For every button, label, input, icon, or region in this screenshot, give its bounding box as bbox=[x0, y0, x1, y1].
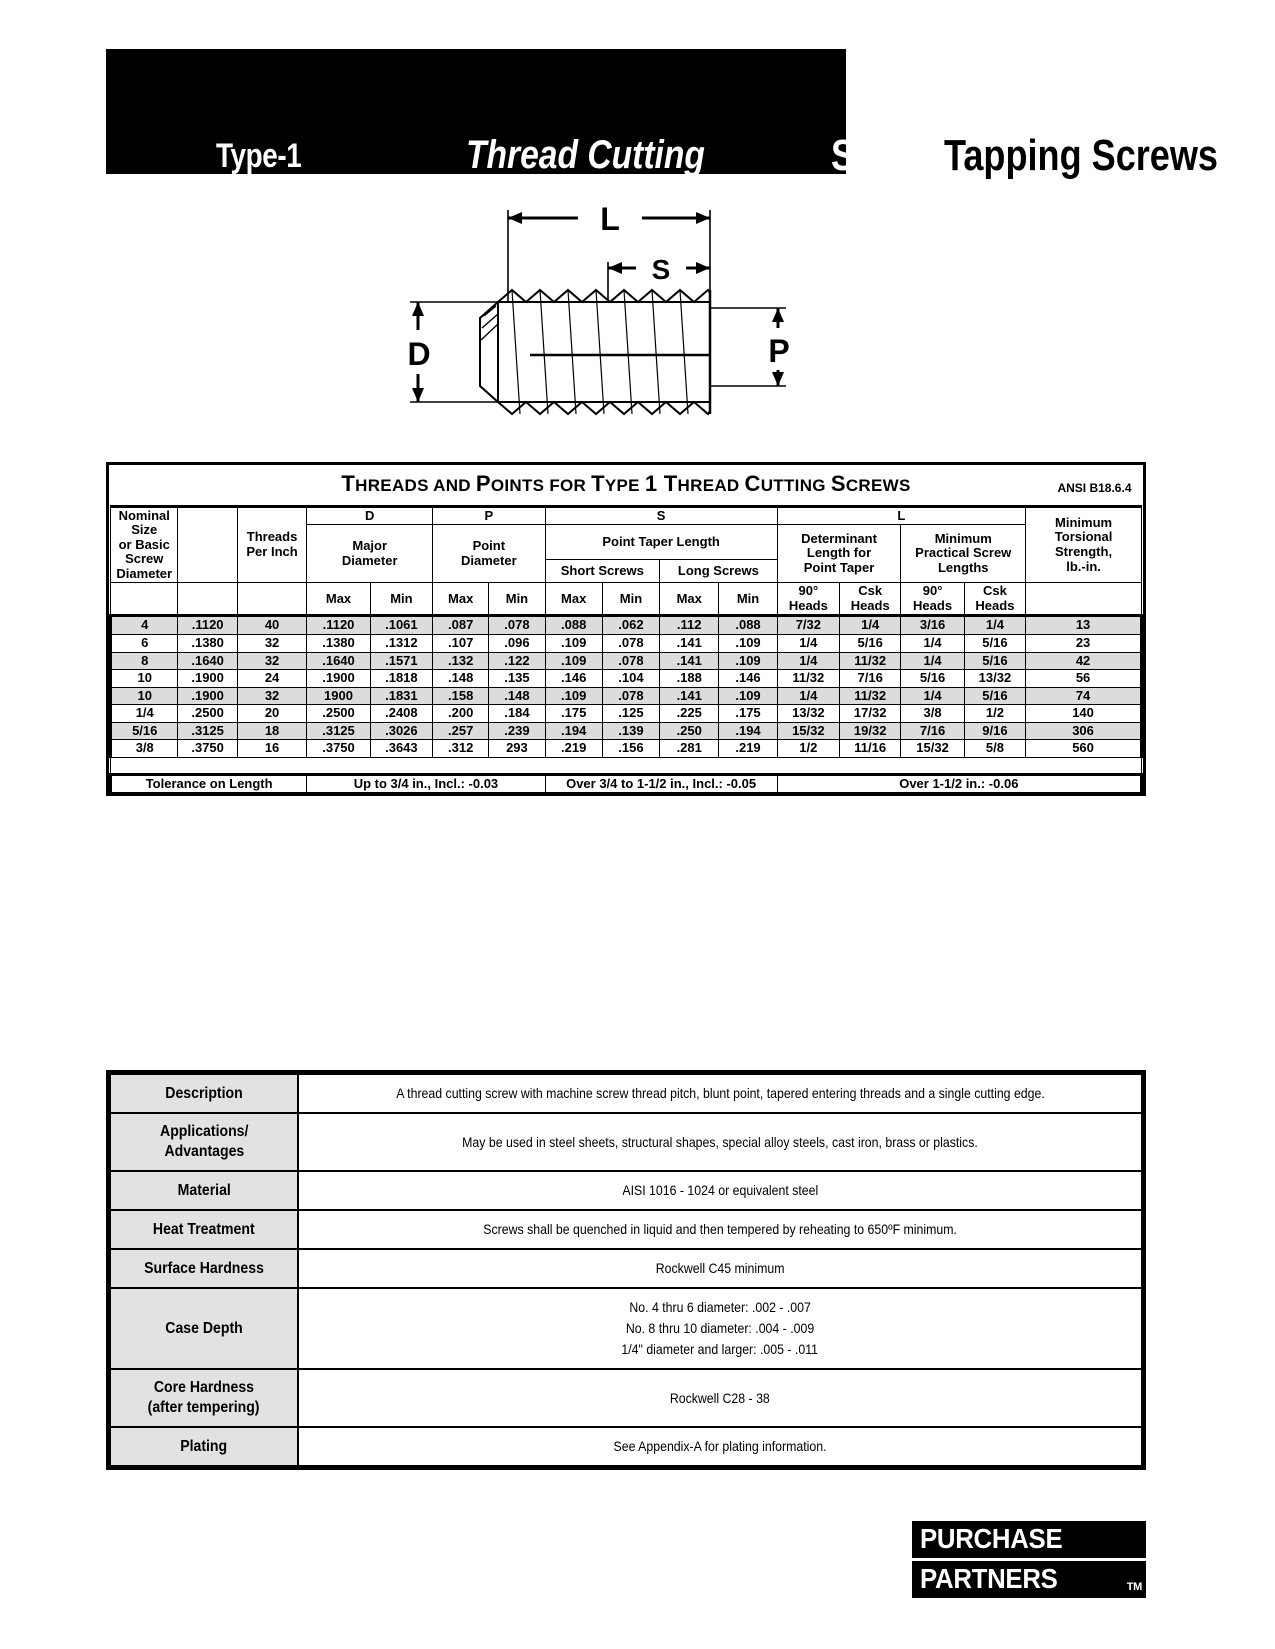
col-header-threads-blank bbox=[237, 583, 307, 616]
table-cell: 7/16 bbox=[901, 722, 964, 740]
table-row bbox=[111, 705, 1142, 723]
table-cell: 13 bbox=[1026, 616, 1142, 635]
table-cell: .2500 bbox=[178, 705, 237, 723]
spec-row-label bbox=[110, 1249, 298, 1288]
group-header-d: D bbox=[307, 506, 433, 525]
table-cell: .1120 bbox=[307, 616, 370, 635]
table-cell: .219 bbox=[545, 740, 602, 758]
screw-diagram-svg bbox=[380, 190, 820, 430]
spec-label-text-2: Advantages bbox=[164, 1143, 244, 1160]
spec-row bbox=[110, 1171, 1142, 1210]
table-cell: .1900 bbox=[178, 687, 237, 705]
spec-row-label bbox=[110, 1288, 298, 1369]
table-cell: .194 bbox=[719, 722, 777, 740]
spec-row bbox=[110, 1427, 1142, 1466]
table-cell: 15/32 bbox=[777, 722, 839, 740]
col-header-d-min: Min bbox=[370, 583, 432, 616]
table-cell: 7/32 bbox=[777, 616, 839, 635]
table-cell: .3750 bbox=[307, 740, 370, 758]
spec-row bbox=[110, 1074, 1142, 1113]
spec-row-value bbox=[298, 1113, 1142, 1171]
table-cell: .188 bbox=[660, 670, 719, 688]
table-cell: 560 bbox=[1026, 740, 1142, 758]
col-header-short-min: Min bbox=[602, 583, 659, 616]
page-header-banner bbox=[106, 49, 1219, 180]
spec-value-text: A thread cutting screw with machine screw thread pitch, blunt point, tapered entering threads and a single cutting edge. bbox=[395, 1085, 1045, 1101]
main-data-table bbox=[109, 465, 1143, 793]
table-cell: 1/4 bbox=[964, 616, 1025, 635]
logo-line-2: PARTNERS TM bbox=[912, 1561, 1146, 1598]
table-cell: 6 bbox=[111, 635, 178, 653]
group-header-s: S bbox=[545, 506, 777, 525]
table-cell: .141 bbox=[660, 635, 719, 653]
tolerance-row bbox=[111, 774, 1142, 793]
table-cell: .2500 bbox=[307, 705, 370, 723]
spec-row-value bbox=[298, 1427, 1142, 1466]
table-cell: 9/16 bbox=[964, 722, 1025, 740]
table-cell: 11/32 bbox=[840, 652, 901, 670]
table-cell: 5/8 bbox=[964, 740, 1025, 758]
spec-label-text: Heat Treatment bbox=[153, 1220, 255, 1238]
table-cell: 1900 bbox=[307, 687, 370, 705]
table-cell: 10 bbox=[111, 670, 178, 688]
header-thread-cutting-label: Thread Cutting bbox=[466, 133, 705, 177]
table-cell: .1380 bbox=[307, 635, 370, 653]
spec-row-value bbox=[298, 1171, 1142, 1210]
spec-row bbox=[110, 1288, 1142, 1369]
spec-row-value bbox=[298, 1210, 1142, 1249]
table-cell: .088 bbox=[719, 616, 777, 635]
spec-value-line: No. 8 thru 10 diameter: .004 - .009 bbox=[625, 1320, 815, 1336]
table-cell: .175 bbox=[719, 705, 777, 723]
table-cell: .194 bbox=[545, 722, 602, 740]
table-cell: 5/16 bbox=[964, 635, 1025, 653]
table-cell: .1380 bbox=[178, 635, 237, 653]
table-cell: 23 bbox=[1026, 635, 1142, 653]
table-cell: .125 bbox=[602, 705, 659, 723]
table-cell: .2408 bbox=[370, 705, 432, 723]
table-cell: .139 bbox=[602, 722, 659, 740]
col-header-nominal-size: Nominal Size or Basic Screw Diameter bbox=[111, 506, 178, 583]
table-cell: 306 bbox=[1026, 722, 1142, 740]
spec-label-text: Plating bbox=[180, 1437, 228, 1455]
table-cell: .096 bbox=[489, 635, 545, 653]
spec-row bbox=[110, 1113, 1142, 1171]
table-cell: 1/2 bbox=[777, 740, 839, 758]
table-cell: .1571 bbox=[370, 652, 432, 670]
tolerance-value-3: Over 1-1/2 in.: -0.06 bbox=[777, 774, 1141, 793]
table-cell: .109 bbox=[719, 652, 777, 670]
col-header-p-max: Max bbox=[433, 583, 489, 616]
table-cell: 1/4 bbox=[840, 616, 901, 635]
table-cell: .158 bbox=[433, 687, 489, 705]
table-cell: .132 bbox=[433, 652, 489, 670]
col-header-nominal-decimal bbox=[178, 506, 237, 583]
group-header-p: P bbox=[433, 506, 545, 525]
table-cell: 15/32 bbox=[901, 740, 964, 758]
col-header-torsional-strength: Minimum Torsional Strength, lb.-in. bbox=[1026, 506, 1142, 583]
table-cell: .109 bbox=[545, 687, 602, 705]
spec-row-label bbox=[110, 1171, 298, 1210]
table-row bbox=[111, 635, 1142, 653]
spec-row bbox=[110, 1210, 1142, 1249]
table-cell: .1312 bbox=[370, 635, 432, 653]
table-cell: 16 bbox=[237, 740, 307, 758]
col-header-torsional-blank bbox=[1026, 583, 1142, 616]
col-header-determinant-length: Determinant Length for Point Taper bbox=[777, 525, 901, 583]
col-header-nominal-blank-2 bbox=[178, 583, 237, 616]
table-cell: .3125 bbox=[307, 722, 370, 740]
spec-value-text: Rockwell C28 - 38 bbox=[670, 1389, 770, 1406]
col-header-practical-90deg: 90° Heads bbox=[901, 583, 964, 616]
table-cell: 19/32 bbox=[840, 722, 901, 740]
table-cell: 10 bbox=[111, 687, 178, 705]
col-header-short-screws: Short Screws bbox=[545, 560, 660, 583]
spec-label-text-2: (after tempering) bbox=[148, 1399, 260, 1416]
col-header-point-diameter: Point Diameter bbox=[433, 525, 545, 583]
table-cell: .3125 bbox=[178, 722, 237, 740]
spec-row-label bbox=[110, 1427, 298, 1466]
spec-row-label bbox=[110, 1074, 298, 1113]
col-header-long-min: Min bbox=[719, 583, 777, 616]
spec-value-text: Rockwell C45 minimum bbox=[655, 1260, 785, 1276]
table-cell: 5/16 bbox=[901, 670, 964, 688]
main-table-body bbox=[111, 616, 1142, 757]
maxmin-header-row bbox=[111, 583, 1142, 616]
table-cell: .078 bbox=[489, 616, 545, 635]
table-cell: 3/8 bbox=[111, 740, 178, 758]
table-cell: .1120 bbox=[178, 616, 237, 635]
table-cell: 4 bbox=[111, 616, 178, 635]
table-cell: .141 bbox=[660, 652, 719, 670]
spec-label-text: Material bbox=[177, 1181, 231, 1199]
table-row bbox=[111, 616, 1142, 635]
table-cell: .109 bbox=[719, 635, 777, 653]
spec-value-line: 1/4" diameter and larger: .005 - .011 bbox=[621, 1341, 819, 1357]
table-cell: 293 bbox=[489, 740, 545, 758]
table-cell: .156 bbox=[602, 740, 659, 758]
spec-value-text: May be used in steel sheets, structural shapes, special alloy steels, cast iron, brass or plastics. bbox=[462, 1133, 978, 1150]
table-cell: .1831 bbox=[370, 687, 432, 705]
spec-value-text: See Appendix-A for plating information. bbox=[613, 1438, 827, 1454]
table-cell: .175 bbox=[545, 705, 602, 723]
table-spacer-cell bbox=[111, 757, 1142, 774]
table-row bbox=[111, 652, 1142, 670]
table-cell: 1/4 bbox=[777, 635, 839, 653]
table-cell: 24 bbox=[237, 670, 307, 688]
table-row bbox=[111, 670, 1142, 688]
table-cell: 11/16 bbox=[840, 740, 901, 758]
table-cell: 1/4 bbox=[111, 705, 178, 723]
table-cell: 1/4 bbox=[777, 652, 839, 670]
table-cell: .219 bbox=[719, 740, 777, 758]
table-cell: .312 bbox=[433, 740, 489, 758]
table-cell: 74 bbox=[1026, 687, 1142, 705]
table-cell: .257 bbox=[433, 722, 489, 740]
col-header-long-screws: Long Screws bbox=[660, 560, 778, 583]
table-cell: .078 bbox=[602, 652, 659, 670]
table-cell: .146 bbox=[719, 670, 777, 688]
screw-dimension-diagram bbox=[380, 190, 820, 430]
spec-row-label bbox=[110, 1210, 298, 1249]
spec-data-table bbox=[109, 1073, 1143, 1467]
spec-row bbox=[110, 1249, 1142, 1288]
table-cell: 1/2 bbox=[964, 705, 1025, 723]
ansi-standard-label: ANSI B18.6.4 bbox=[1057, 481, 1132, 496]
spec-label-text: Case Depth bbox=[165, 1319, 243, 1337]
spec-row-label bbox=[110, 1369, 298, 1427]
group-header-row bbox=[111, 506, 1142, 525]
table-cell: .141 bbox=[660, 687, 719, 705]
svg-text:L: L bbox=[600, 201, 620, 237]
table-cell: .078 bbox=[602, 687, 659, 705]
table-cell: .107 bbox=[433, 635, 489, 653]
tolerance-value-2: Over 3/4 to 1-1/2 in., Incl.: -0.05 bbox=[545, 774, 777, 793]
table-cell: .109 bbox=[719, 687, 777, 705]
table-cell: .3643 bbox=[370, 740, 432, 758]
table-cell: 1/4 bbox=[901, 635, 964, 653]
table-cell: .1640 bbox=[307, 652, 370, 670]
table-cell: .1900 bbox=[307, 670, 370, 688]
spec-row-label bbox=[110, 1113, 298, 1171]
table-cell: 11/32 bbox=[840, 687, 901, 705]
table-cell: .078 bbox=[602, 635, 659, 653]
table-cell: 1/4 bbox=[901, 687, 964, 705]
table-cell: 42 bbox=[1026, 652, 1142, 670]
table-cell: .1640 bbox=[178, 652, 237, 670]
table-cell: .250 bbox=[660, 722, 719, 740]
trademark-mark: TM bbox=[1126, 1581, 1142, 1593]
table-cell: 140 bbox=[1026, 705, 1142, 723]
table-cell: .225 bbox=[660, 705, 719, 723]
table-cell: 11/32 bbox=[777, 670, 839, 688]
table-cell: .109 bbox=[545, 635, 602, 653]
spec-value-text: AISI 1016 - 1024 or equivalent steel bbox=[622, 1182, 818, 1198]
table-cell: .200 bbox=[433, 705, 489, 723]
table-cell: 3/8 bbox=[901, 705, 964, 723]
table-cell: .281 bbox=[660, 740, 719, 758]
spec-label-text: Surface Hardness bbox=[144, 1259, 264, 1277]
table-cell: 32 bbox=[237, 635, 307, 653]
spec-row-value bbox=[298, 1249, 1142, 1288]
table-cell: .146 bbox=[545, 670, 602, 688]
table-cell: .062 bbox=[602, 616, 659, 635]
table-cell: 56 bbox=[1026, 670, 1142, 688]
table-cell: 5/16 bbox=[111, 722, 178, 740]
table-title-text: THREADS AND POINTS FOR TYPE 1 THREAD CUTTING SCREWS bbox=[341, 471, 911, 496]
table-cell: 1/4 bbox=[901, 652, 964, 670]
col-header-major-diameter: Major Diameter bbox=[307, 525, 433, 583]
table-cell: .109 bbox=[545, 652, 602, 670]
tolerance-label: Tolerance on Length bbox=[111, 774, 307, 793]
table-cell: .1818 bbox=[370, 670, 432, 688]
purchase-partners-logo bbox=[912, 1521, 1146, 1598]
table-spacer-row bbox=[111, 757, 1142, 774]
col-header-d-max: Max bbox=[307, 583, 370, 616]
col-header-long-max: Max bbox=[660, 583, 719, 616]
table-title-row bbox=[111, 465, 1142, 506]
logo-line-1: PURCHASE bbox=[912, 1521, 1146, 1558]
table-cell: 3/16 bbox=[901, 616, 964, 635]
spec-label-text: Core Hardness bbox=[153, 1379, 255, 1396]
col-header-practical-csk: Csk Heads bbox=[964, 583, 1025, 616]
col-header-short-max: Max bbox=[545, 583, 602, 616]
col-header-point-taper-length: Point Taper Length bbox=[545, 525, 777, 560]
table-cell: 8 bbox=[111, 652, 178, 670]
table-title-cell bbox=[111, 465, 1142, 506]
table-cell: 18 bbox=[237, 722, 307, 740]
table-cell: .135 bbox=[489, 670, 545, 688]
spec-value-line: No. 4 thru 6 diameter: .002 - .007 bbox=[629, 1299, 811, 1315]
table-cell: 5/16 bbox=[964, 652, 1025, 670]
table-cell: .1061 bbox=[370, 616, 432, 635]
header-self-label: Self- bbox=[831, 131, 910, 180]
table-cell: .104 bbox=[602, 670, 659, 688]
table-row bbox=[111, 687, 1142, 705]
tolerance-value-1: Up to 3/4 in., Incl.: -0.03 bbox=[307, 774, 545, 793]
table-cell: .088 bbox=[545, 616, 602, 635]
spec-row bbox=[110, 1369, 1142, 1427]
svg-text:S: S bbox=[651, 254, 671, 285]
spec-value-text: Screws shall be quenched in liquid and then tempered by reheating to 650ºF minimum. bbox=[483, 1221, 957, 1237]
group-header-l: L bbox=[777, 506, 1025, 525]
spec-row-value bbox=[298, 1074, 1142, 1113]
col-header-min-practical-lengths: Minimum Practical Screw Lengths bbox=[901, 525, 1026, 583]
table-cell: .122 bbox=[489, 652, 545, 670]
table-cell: 32 bbox=[237, 652, 307, 670]
table-cell: .1900 bbox=[178, 670, 237, 688]
table-cell: .184 bbox=[489, 705, 545, 723]
col-header-nominal-blank-1 bbox=[111, 583, 178, 616]
col-header-determinant-90deg: 90° Heads bbox=[777, 583, 839, 616]
spec-label-text: Applications/ bbox=[159, 1123, 249, 1140]
table-cell: 13/32 bbox=[777, 705, 839, 723]
table-row bbox=[111, 722, 1142, 740]
table-cell: 17/32 bbox=[840, 705, 901, 723]
svg-text:D: D bbox=[407, 336, 431, 372]
spec-row-value bbox=[298, 1369, 1142, 1427]
spec-row-value bbox=[298, 1288, 1142, 1369]
table-cell: 1/4 bbox=[777, 687, 839, 705]
table-cell: 20 bbox=[237, 705, 307, 723]
table-cell: 13/32 bbox=[964, 670, 1025, 688]
threads-and-points-table bbox=[106, 462, 1146, 796]
table-cell: 5/16 bbox=[964, 687, 1025, 705]
table-cell: .087 bbox=[433, 616, 489, 635]
table-cell: .239 bbox=[489, 722, 545, 740]
table-cell: .148 bbox=[433, 670, 489, 688]
table-cell: .3026 bbox=[370, 722, 432, 740]
table-cell: 40 bbox=[237, 616, 307, 635]
spec-label-text: Description bbox=[165, 1084, 243, 1102]
svg-text:P: P bbox=[768, 333, 790, 369]
table-cell: .3750 bbox=[178, 740, 237, 758]
table-cell: .148 bbox=[489, 687, 545, 705]
specification-table bbox=[106, 1070, 1146, 1470]
table-cell: 5/16 bbox=[840, 635, 901, 653]
table-cell: 32 bbox=[237, 687, 307, 705]
col-header-p-min: Min bbox=[489, 583, 545, 616]
header-type-label: Type-1 bbox=[216, 137, 302, 175]
spec-table-body bbox=[110, 1074, 1142, 1466]
table-cell: 7/16 bbox=[840, 670, 901, 688]
table-row bbox=[111, 740, 1142, 758]
header-tapping-screws-label: Tapping Screws bbox=[944, 131, 1219, 180]
col-header-threads-per-inch: Threads Per Inch bbox=[237, 506, 307, 583]
col-header-determinant-csk: Csk Heads bbox=[840, 583, 901, 616]
table-cell: .112 bbox=[660, 616, 719, 635]
